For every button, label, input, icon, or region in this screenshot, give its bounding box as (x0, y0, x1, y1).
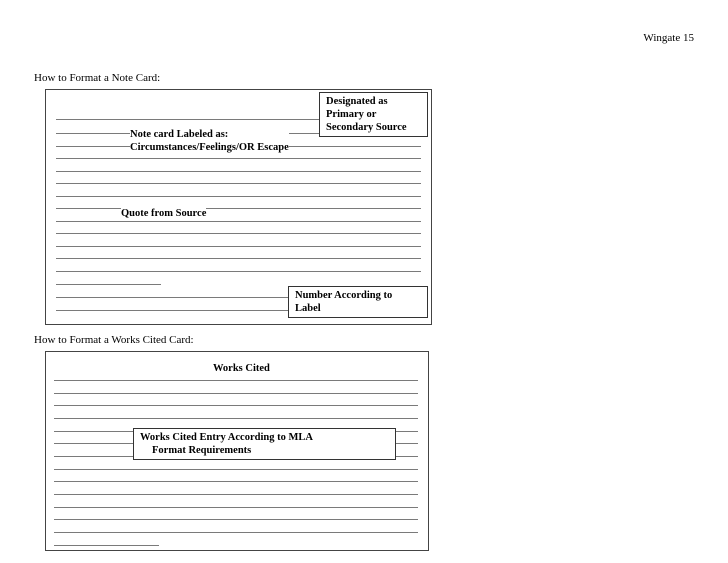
quote-annotation: Quote from Source (121, 208, 207, 219)
number-box-line-2: Label (295, 303, 321, 314)
ruled-line (56, 271, 421, 272)
source-box-line-1: Designated as (326, 96, 388, 107)
ruled-line (54, 469, 418, 470)
entry-box-line-1: Works Cited Entry According to MLA (140, 432, 313, 443)
ruled-line (56, 183, 421, 184)
ruled-line (54, 393, 418, 394)
ruled-line (56, 171, 421, 172)
ruled-line (54, 545, 159, 546)
mla-entry-box (133, 428, 396, 460)
works-cited-card-diagram (45, 351, 429, 551)
ruled-line (56, 233, 421, 234)
entry-box-line-2: Format Requirements (152, 445, 252, 456)
ruled-line (54, 380, 418, 381)
label-annotation-line-2: Circumstances/Feelings/OR Escape (130, 142, 289, 153)
label-annotation-line-1: Note card Labeled as: (130, 129, 229, 140)
ruled-line (56, 246, 421, 247)
ruled-line (56, 221, 421, 222)
page-number-header: Wingate 15 (643, 32, 694, 44)
ruled-line (54, 481, 418, 482)
ruled-line (54, 507, 418, 508)
ruled-line (54, 418, 418, 419)
source-box-line-2: Primary or (326, 109, 377, 120)
source-designation-box (319, 92, 428, 137)
ruled-line (54, 519, 418, 520)
note-card-diagram (45, 89, 432, 325)
note-card-label-annotation (130, 128, 289, 154)
ruled-line (54, 405, 418, 406)
ruled-line (54, 494, 418, 495)
ruled-line (56, 284, 161, 285)
works-cited-heading: Works Cited (213, 363, 270, 374)
ruled-line (56, 158, 421, 159)
works-cited-section-title: How to Format a Works Cited Card: (34, 334, 194, 346)
number-label-box (288, 286, 428, 318)
ruled-line (56, 196, 421, 197)
ruled-line (56, 258, 421, 259)
ruled-line (56, 208, 421, 209)
note-card-section-title: How to Format a Note Card: (34, 72, 161, 84)
number-box-line-1: Number According to (295, 290, 393, 301)
ruled-line (54, 532, 418, 533)
source-box-line-3: Secondary Source (326, 122, 407, 133)
